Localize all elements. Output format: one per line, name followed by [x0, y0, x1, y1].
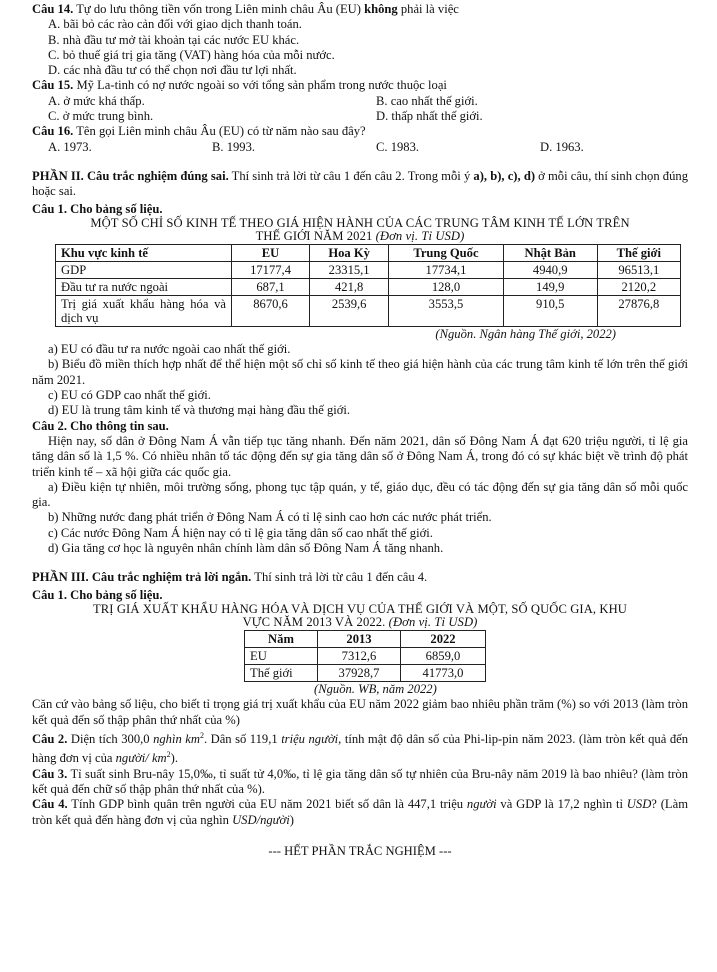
table-row: [56, 295, 681, 326]
part2-heading: PHẦN II. Câu trắc nghiệm đúng sai. Thí sinh trả lời từ câu 1 đến câu 2. Trong mỗi ý a), b), c), d) ở mỗi câu, thí sinh chọn đúng hoặc sai.: [32, 168, 688, 199]
q16-option-b: B. 1993.: [212, 139, 256, 154]
table-cell: 17177,4: [232, 261, 310, 278]
economic-indicators-table: [55, 244, 681, 327]
q16-option-c: C. 1983.: [376, 139, 420, 154]
table-cell: EU: [245, 647, 318, 664]
part3-q2: Câu 2. Diện tích 300,0 nghìn $km^2$. Dân số 119,1 triệu người, tính mật độ dân số của Phi-lip-pin năm 2023. (làm tròn kết quả đến hàng đơn vị của người/ $km^2$).: [32, 730, 689, 766]
table-cell: GDP: [56, 261, 232, 278]
part2-q1-a: a) EU có đầu tư ra nước ngoài cao nhất thế giới.: [48, 342, 291, 357]
end-of-test-footer: --- HẾT PHẦN TRẮC NGHIỆM ---: [268, 843, 452, 858]
q14-option-a: A. bãi bỏ các rào cản đối với giao dịch thanh toán.: [48, 17, 302, 32]
question-14: Câu 14. Tự do lưu thông tiền vốn trong Liên minh châu Âu (EU) không phải là việc: [32, 2, 459, 16]
table-cell: 37928,7: [318, 664, 401, 681]
q16-options: [32, 140, 688, 155]
part3-q1-text: Căn cứ vào bảng số liệu, cho biết tỉ trọng giá trị xuất khẩu của EU năm 2022 giảm bao nhiêu phần trăm (%) so với 2013 (làm tròn kết quả đến số thập phân thứ nhất của %): [32, 697, 688, 727]
table-row: [245, 664, 486, 681]
part3-q4: Câu 4. Tính GDP bình quân trên người của EU năm 2021 biết số dân là 447,1 triệu người và GDP là 17,2 nghìn tỉ USD? (Làm tròn kết quả đến hàng đơn vị của nghìn USD/người): [32, 797, 688, 827]
table-cell: Thế giới: [245, 664, 318, 681]
part2-q2-title: Câu 2. Cho thông tin sau.: [32, 418, 169, 433]
q15-option-b: B. cao nhất thế giới.: [376, 93, 478, 108]
table2-title-line1: TRỊ GIÁ XUẤT KHẨU HÀNG HÓA VÀ DỊCH VỤ CỦA THẾ GIỚI VÀ MỘT, SỐ QUỐC GIA, KHU: [93, 601, 627, 616]
table-cell: 7312,6: [318, 647, 401, 664]
table-cell: Trị giá xuất khẩu hàng hóa và dịch vụ: [56, 295, 232, 326]
q15-option-a: A. ở mức khá thấp.: [48, 93, 145, 108]
part2-q1-d: d) EU là trung tâm kinh tế và thương mại hàng đầu thế giới.: [48, 403, 351, 418]
table-header-cell: Năm: [245, 630, 318, 647]
table-cell: 27876,8: [597, 295, 680, 326]
table-cell: 3553,5: [389, 295, 504, 326]
part3-q3: Câu 3. Tỉ suất sinh Bru-nây 15,0‰, tỉ suất tử 4,0‰, tỉ lệ gia tăng dân số tự nhiên của Bru-nây năm 2019 là bao nhiêu? (làm tròn kết quả đến chữ số thập phân thứ nhất của %).: [32, 766, 689, 797]
part2-q2-d: d) Gia tăng cơ học là nguyên nhân chính làm dân số Đông Nam Á tăng nhanh.: [48, 541, 444, 556]
table-cell: Đầu tư ra nước ngoài: [56, 278, 232, 295]
table1-title-line1: MỘT SỐ CHỈ SỐ KINH TẾ THEO GIÁ HIỆN HÀNH CỦA CÁC TRUNG TÂM KINH TẾ LỚN TRÊN: [90, 215, 630, 230]
table-header-cell: 2013: [318, 630, 401, 647]
table-header-row: [56, 244, 681, 261]
table-cell: 96513,1: [597, 261, 680, 278]
table-header-cell: Trung Quốc: [389, 244, 504, 261]
table2-source: (Nguồn. WB, năm 2022): [314, 681, 437, 696]
table-cell: 41773,0: [401, 664, 486, 681]
table-header-cell: Nhật Bản: [503, 244, 597, 261]
table-cell: 687,1: [232, 278, 310, 295]
table-row: [56, 261, 681, 278]
table1-title-line2: THẾ GIỚI NĂM 2021 (Đơn vị. Tỉ USD): [255, 229, 465, 244]
q14-option-d: D. các nhà đầu tư có thể chọn nơi đầu tư lợi nhất.: [48, 63, 297, 78]
part2-q2-text: Hiện nay, số dân ở Đông Nam Á vẫn tiếp tục tăng nhanh. Đến năm 2021, dân số Đông Nam Á đạt 620 triệu người, tỉ lệ gia tăng dân số là 1,5 %. Có nhiều nhân tố tác động đến sự gia tăng dân số ở Đông Nam Á, trong đó có sự khác biệt về trình độ phát triển kinh tế – xã hội giữa các quốc gia.: [32, 433, 688, 479]
question-15: Câu 15. Mỹ La-tinh có nợ nước ngoài so với tổng sản phẩm trong nước thuộc loại: [32, 78, 447, 93]
q15-options-row-2: [32, 109, 688, 124]
q16-option-a: A. 1973.: [48, 139, 92, 154]
table-cell: 8670,6: [232, 295, 310, 326]
part3-q1-title: Câu 1. Cho bảng số liệu.: [32, 587, 163, 602]
table-cell: 2539,6: [310, 295, 389, 326]
table-header-row: [245, 630, 486, 647]
part2-q2-a: a) Điều kiện tự nhiên, môi trường sống, phong tục tập quán, y tế, giáo dục, đều có tác động đến sự gia tăng dân số mỗi quốc gia.: [32, 479, 688, 510]
exam-page: [32, 2, 688, 859]
table-header-cell: Hoa Kỳ: [310, 244, 389, 261]
table-cell: 2120,2: [597, 278, 680, 295]
q15-option-d: D. thấp nhất thế giới.: [376, 109, 483, 124]
table-cell: 23315,1: [310, 261, 389, 278]
table-cell: 149,9: [503, 278, 597, 295]
q14-option-b: B. nhà đầu tư mở tài khoản tại các nước EU khác.: [48, 32, 300, 47]
table-cell: 17734,1: [389, 261, 504, 278]
table-cell: 421,8: [310, 278, 389, 295]
table-header-cell: 2022: [401, 630, 486, 647]
table-cell: 910,5: [503, 295, 597, 326]
table-header-cell: EU: [232, 244, 310, 261]
part2-q2-b: b) Những nước đang phát triển ở Đông Nam Á có tỉ lệ sinh cao hơn các nước phát triển.: [48, 510, 492, 525]
table-row: [245, 647, 486, 664]
table-header-cell: Khu vực kinh tế: [56, 244, 232, 261]
table-cell: 4940,9: [503, 261, 597, 278]
question-16: Câu 16. Tên gọi Liên minh châu Âu (EU) có từ năm nào sau đây?: [32, 124, 366, 139]
table-row: [56, 278, 681, 295]
part2-q1-b: b) Biểu đồ miền thích hợp nhất để thể hiện một số chỉ số kinh tế theo giá hiện hành của các trung tâm kinh tế lớn trên thế giới năm 2021.: [32, 357, 688, 387]
part3-heading: PHẦN III. Câu trắc nghiệm trả lời ngắn. Thí sinh trả lời từ câu 1 đến câu 4.: [32, 570, 428, 585]
q15-option-c: C. ở mức trung bình.: [48, 109, 154, 124]
table-cell: 6859,0: [401, 647, 486, 664]
q14-option-c: C. bỏ thuế giá trị gia tăng (VAT) hàng hóa của mỗi nước.: [48, 47, 335, 62]
export-value-table: [244, 630, 486, 682]
table1-source: (Nguồn. Ngân hàng Thế giới, 2022): [435, 326, 616, 341]
q15-options-row-1: [32, 94, 688, 109]
part2-q2-c: c) Các nước Đông Nam Á hiện nay có tỉ lệ gia tăng dân số cao nhất thế giới.: [48, 525, 433, 540]
q16-option-d: D. 1963.: [540, 139, 584, 154]
part2-q1-title: Câu 1. Cho bảng số liệu.: [32, 201, 163, 216]
table-cell: 128,0: [389, 278, 504, 295]
part2-q1-c: c) EU có GDP cao nhất thế giới.: [48, 388, 211, 403]
table2-title-line2: VỰC NĂM 2013 VÀ 2022. (Đơn vị. Tỉ USD): [242, 615, 478, 630]
table-header-cell: Thế giới: [597, 244, 680, 261]
